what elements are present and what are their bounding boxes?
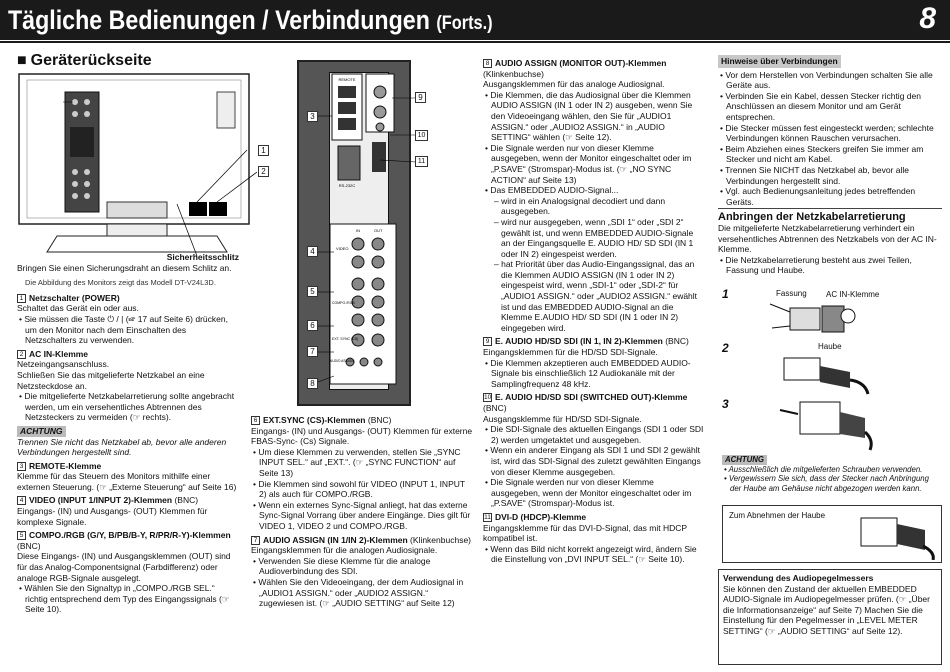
item-bullet: • Die Klemmen akzeptieren auch EMBEDDED AUDIO-Signale bis einschließlich 12 Audiokanäle mit der Samplingfrequenz 48 kHz. [485, 357, 691, 389]
hint-bullet: • Beim Abziehen eines Steckers greifen Sie immer am Stecker und nicht am Kabel. [720, 143, 924, 165]
callout-5: 5 [307, 286, 318, 297]
item-text: Eingangsklemmen für die HD/SD SDI-Signale. [483, 347, 658, 358]
cord-warn-bullet: • Vergewissern Sie sich, dass der Stecker nach Anbringung der Haube am Gehäuse nicht abgezogen werden kann. [724, 474, 929, 493]
item-heading [17, 461, 239, 472]
panel-extsync-label: EXT. SYNC (CS) [332, 337, 359, 341]
left-items [17, 293, 239, 615]
item-bullet: • Die Klemmen sind sowohl für VIDEO (INPUT 1, INPUT 2) als auch für COMPO./RGB. [253, 478, 465, 500]
item-number: 11 [484, 513, 491, 521]
item-text: Diese Eingangs- (IN) und Ausgangsklemmen (OUT) sind für das Analog-Componentsignal (Farbdifferenz) oder analoge RGB-Signale ausgelegt. [17, 551, 231, 583]
item-title: EXT.SYNC (CS)-Klemmen [263, 415, 366, 425]
fassung-label: Fassung [776, 289, 807, 298]
item-heading [483, 392, 705, 413]
hint-list [718, 70, 940, 208]
step-1-illustration [760, 298, 870, 336]
item-text: Ausgangsklemme für HD/SD SDI-Signale. [483, 413, 642, 424]
hint-bullet: • Vgl. auch Bedienungsanleitung jedes betreffenden Geräts. [720, 186, 916, 207]
audio-level-box [718, 569, 942, 665]
item-number: 1 [17, 294, 26, 303]
item-dash: – wird nur ausgegeben, wenn „SDI 1“ oder „SDI 2“ gewählt ist, und wenn EMBEDDED AUDIO-Signale an der Eingangsquelle E. AUDIO HD/ SD SDI (IN 1 oder IN 2) eingespeist werden. [494, 216, 694, 259]
item-number: 10 [484, 394, 492, 402]
callout-8: 8 [307, 378, 318, 389]
item-heading [483, 58, 705, 79]
panel-out-label: OUT [374, 228, 383, 233]
item-title: Netzschalter (POWER) [29, 292, 120, 303]
callout-7: 7 [307, 346, 318, 357]
item-text: Ausgangsklemmen für das analoge Audiosignal. [483, 79, 665, 90]
page-number: 8 [919, 2, 936, 35]
cord-warning [722, 452, 942, 493]
item-bullet: • Wählen Sie den Signaltyp in „COMPO./RGB SEL.“ richtig entsprechend dem Typ des Eingangssignals (☞ Seite 10). [19, 583, 230, 615]
panel-compo-label: COMPO./RGB [332, 301, 355, 305]
remove-hood-illustration [853, 510, 939, 560]
item-title: AUDIO ASSIGN (IN 1/IN 2)-Klemmen [263, 534, 408, 545]
hint-bullet: • Trennen Sie NICHT das Netzkabel ab, bevor alle Verbindungen hergestellt sind. [720, 164, 909, 186]
item-heading [251, 415, 473, 426]
item-number: 9 [483, 337, 492, 346]
hints-column [718, 55, 940, 207]
section-title: ■ Geräterückseite [17, 52, 152, 70]
item-heading [17, 495, 239, 506]
cord-title: Anbringen der Netzkabelarretierung [718, 211, 906, 223]
audio-level-title: Verwendung des Audiopegelmessers [723, 573, 874, 583]
page-title: Tägliche Bedienungen / Verbindungen (Forts.) [8, 5, 493, 35]
item-title: REMOTE-Klemme [29, 460, 102, 471]
item-bullet: • Verwenden Sie diese Klemme für die analoge Audioverbindung des SDI. [253, 555, 431, 577]
hint-bullet: • Die Stecker müssen fest eingesteckt werden; schlechte Verbindungen können Rauschen verursachen. [720, 122, 934, 144]
security-slot-label: Sicherheitsschlitz [166, 252, 239, 262]
mid-items [251, 415, 473, 609]
panel-audio-label: AUDIO ASSIGN [330, 359, 354, 363]
item-text: Eingangsklemme für das DVI-D-Signal, das mit HDCP kompatibel ist. [483, 522, 687, 544]
item-number: 6 [251, 416, 260, 425]
panel-in-label: IN [356, 228, 360, 233]
item-title-suffix: (Klinkenbuchse) [483, 68, 544, 79]
item-title-suffix: (Klinkenbuchse) [407, 534, 471, 545]
item-title: AC IN-Klemme [29, 348, 89, 359]
item-title-suffix: (BNC) [662, 336, 689, 347]
hints-title: Hinweise über Verbindungen [718, 55, 841, 68]
step-2-number: 2 [722, 341, 729, 355]
item-number: 8 [483, 59, 492, 68]
page-header [0, 0, 950, 40]
item-heading [483, 336, 705, 347]
item-bullet: • Die Klemmen, die das Audiosignal über die Klemmen AUDIO ASSIGN (IN 1 oder IN 2) ausgeben, wenn Sie den Videoeingang wählen, den Sie für „AUDIO1 ASSIGN.“ oder „AUDIO2 ASSIGN.“ in „AUDIO SETTING“ wählen (☞ Seite 12). [485, 89, 693, 143]
item-bullet: • Die Signale werden nur von dieser Klemme ausgegeben, wenn der Monitor eingeschaltet oder im „P.SAVE“ (Stromspar)-Modus ist. [485, 477, 692, 509]
item-number: 2 [17, 350, 26, 359]
item-heading [483, 512, 705, 523]
item-bullet: • Die SDI-Signale des aktuellen Eingangs (SDI 1 oder SDI 2) werden umgetaktet und ausgegeben. [485, 424, 704, 445]
right-column [483, 55, 705, 565]
item-bullet: • Die mitgelieferte Netzkabelarretierung sollte angebracht werden, um ein versehentliches Abtrennen des Netzsteckers zu vermeiden (☞ rechts). [19, 391, 235, 423]
item-text: Klemme für das Steuern des Monitors mithilfe einer externen Steuerung. (☞ „Externe Steuerung“ auf Seite 16) [17, 471, 237, 492]
item-dash: – hat Priorität über das Audio-Eingangssignal, das an die Klemmen AUDIO ASSIGN (IN 1 oder IN 2) eingespeist wird, wenn „SDI-1“ oder „SDI-2“ für „AUDIO1 ASSIGN.“ oder „AUDIO2 ASSIGN.“ ewählt ist und das EMBEDDED AUDIO-Signal an die Klemme E.AUDIO HD/ SD SDI (IN 1 oder IN 2) eingegeben wird. [494, 259, 698, 333]
callout-6: 6 [307, 320, 318, 331]
step-1-number: 1 [722, 287, 729, 301]
hint-bullet: • Vor dem Herstellen von Verbindungen schalten Sie alle Geräte aus. [720, 69, 933, 91]
item-heading [17, 530, 239, 551]
callout-11: 11 [415, 156, 428, 167]
item-bullet: • Wählen Sie den Videoeingang, der dem Audiosignal in „AUDIO1 ASSIGN.“ oder „AUDIO2 ASSIGN.“ zugewiesen ist. (☞ „AUDIO SETTING“ auf Seite 12) [253, 576, 464, 609]
cord-warning-badge: ACHTUNG [722, 455, 767, 465]
middle-column [251, 412, 473, 609]
item-text: Netzeingangsanschluss. [17, 359, 110, 370]
item-title: VIDEO (INPUT 1/INPUT 2)-Klemmen [29, 495, 173, 506]
callout-10: 10 [415, 130, 428, 141]
cord-text: Die mitgelieferte Netzkabelarretierung verhindert ein versehentliches Abtrennen des Netzkabels von der AC IN-Klemme. [718, 223, 937, 255]
item-title-suffix: (BNC) [365, 415, 392, 425]
item-title-suffix: (BNC) [17, 540, 41, 551]
audio-level-text: Sie können den Zustand der aktuellen EMBEDDED AUDIO-Signale im Audiopegelmesser prüfen. (☞ „Über die Informationsanzeige“ auf Seite 7) Machen Sie die Einstellung für den Pegelmesser in „LEVEL METER SETTING“ (☞ „AUDIO SETTING“ auf Seite 12). [723, 583, 930, 636]
item-title: DVI-D (HDCP)-Klemme [495, 511, 587, 522]
item-bullet: • Wenn ein anderer Eingang als SDI 1 und SDI 2 gewählt ist, wird das SDI-Signal des zuletzt gewählten Eingangs von dieser Klemme ausgegeben. [485, 445, 701, 477]
callout-lines [300, 80, 430, 400]
item-heading [17, 349, 239, 360]
callout-2: 2 [258, 166, 269, 177]
warning-badge: ACHTUNG [17, 426, 66, 437]
item-dash: – wird in ein Analogsignal decodiert und dann ausgegeben. [494, 195, 666, 217]
item-text: Eingangsklemmen für die analogen Audiosignale. [251, 545, 438, 556]
item-title: E. AUDIO HD/SD SDI (IN 1, IN 2)-Klemmen [495, 336, 663, 347]
item-text: Schließen Sie das mitgelieferte Netzkabel an eine Netzsteckdose an. [17, 369, 205, 391]
item-title-suffix: (BNC) [172, 495, 199, 506]
item-title: AUDIO ASSIGN (MONITOR OUT)-Klemmen [495, 58, 667, 68]
item-text: Schaltet das Gerät ein oder aus. [17, 303, 139, 314]
item-bullet: • Wenn das Bild nicht korrekt angezeigt wird, ändern Sie die Einstellung von „DVI INPUT SEL.“ (☞ Seite 10). [485, 543, 697, 565]
acin-label: AC IN-Klemme [826, 290, 880, 299]
item-heading [251, 535, 473, 546]
item-bullet: • Um diese Klemmen zu verwenden, stellen Sie „SYNC INPUT SEL.“ auf „EXT.“. (☞ „SYNC FUNCTION“ auf Seite 13) [253, 446, 461, 478]
left-column [17, 252, 239, 615]
item-bullet: • Die Signale werden nur von dieser Klemme ausgegeben, wenn der Monitor eingeschaltet oder im „P.SAVE“ (Stromspar)-Modus ist. (☞ „NO SYNC ACTION“ auf Seite 13) [485, 142, 692, 185]
step-2-illustration [770, 352, 870, 396]
step-3-number: 3 [722, 397, 729, 411]
monitor-rear-illustration [17, 72, 257, 262]
remove-hood-label: Zum Abnehmen der Haube [729, 511, 826, 520]
panel-remote-label: REMOTE [338, 77, 356, 82]
cord-warn-bullet: • Ausschließlich die mitgelieferten Schrauben verwenden. [724, 464, 923, 474]
panel-video-label: VIDEO [336, 246, 349, 251]
callout-9: 9 [415, 92, 426, 103]
cord-bullet: • Die Netzkabelarretierung besteht aus zwei Teilen, Fassung und Haube. [720, 254, 912, 276]
security-slot-text: Bringen Sie einen Sicherungsdraht an diesem Schlitz an. [17, 262, 232, 273]
step-3-illustration [770, 396, 880, 452]
right-items [483, 58, 705, 565]
item-title: COMPO./RGB (G/Y, B/PB/B-Y, R/PR/R-Y)-Klemmen [29, 530, 231, 541]
hint-bullet: • Verbinden Sie ein Kabel, dessen Stecker richtig den Anschlüssen an diesem Monitor und am Gerät entsprechen. [720, 90, 921, 122]
item-title: E. AUDIO HD/SD SDI (SWITCHED OUT)-Klemme [495, 392, 688, 403]
remove-hood-box [722, 505, 942, 563]
item-number: 4 [17, 496, 26, 505]
callout-4: 4 [307, 246, 318, 257]
item-number: 3 [17, 462, 26, 471]
item-number: 5 [17, 531, 26, 540]
item-title-suffix: (BNC) [483, 403, 507, 413]
item-bullet: • Wenn ein externes Sync-Signal anliegt, hat das externe Sync-Signal Vorrang über andere Eingänge. Dies gilt für VIDEO 1, VIDEO 2 und COMPO./RGB. [253, 499, 471, 531]
model-caption: Die Abbildung des Monitors zeigt das Modell DT-V24L3D. [25, 278, 216, 288]
haube-label: Haube [818, 342, 842, 351]
callout-3: 3 [307, 111, 318, 122]
callout-1: 1 [258, 145, 269, 156]
item-number: 7 [251, 536, 260, 545]
warning-text: Trennen Sie nicht das Netzkabel ab, bevor alle anderen Verbindungen hergestellt sind. [17, 436, 227, 458]
item-bullet: • Sie müssen die Taste ⏻ / | (☞ 17 auf Seite 6) drücken, um den Monitor nach dem Einschalten des Netzschalters zu verwenden. [19, 313, 228, 346]
panel-rs232-label: RS-232C [338, 183, 356, 188]
item-text: Eingangs- (IN) und Ausgangs- (OUT) Klemmen für komplexe Signale. [17, 506, 208, 527]
item-bullet: • Das EMBEDDED AUDIO-Signal... [485, 185, 619, 196]
cord-warn-list [722, 465, 942, 494]
item-heading [17, 293, 239, 304]
item-text: Eingangs- (IN) und Ausgangs- (OUT) Klemmen für externe FBAS-Sync- (Cs) Signale. [251, 425, 473, 447]
